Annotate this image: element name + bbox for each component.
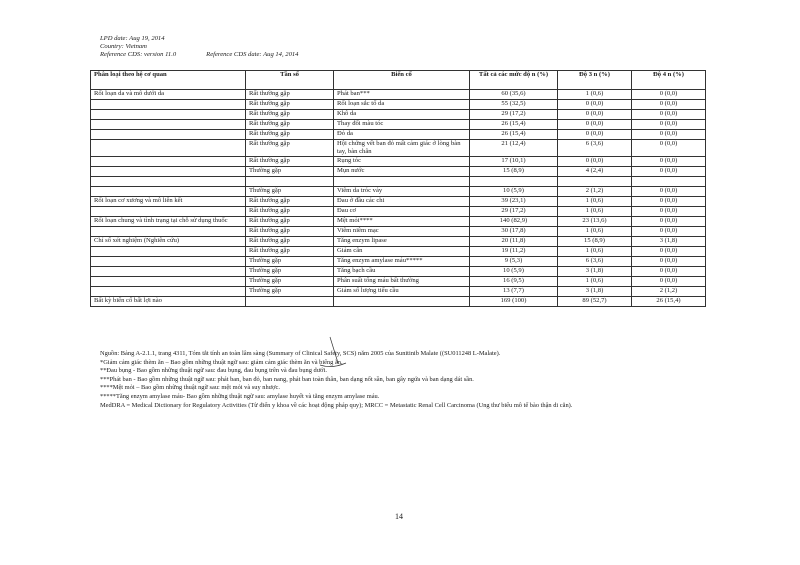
- organ-cell: [91, 277, 246, 287]
- event-cell: Giảm số lượng tiểu cầu: [334, 287, 470, 297]
- frequency-cell: [246, 297, 334, 307]
- all-grades-cell: 26 (15,4): [470, 120, 558, 130]
- grade-3-cell: 1 (0,6): [558, 247, 632, 257]
- all-grades-cell: 29 (17,2): [470, 207, 558, 217]
- grade-3-cell: 3 (1,8): [558, 267, 632, 277]
- grade-4-cell: 0 (0,0): [632, 120, 706, 130]
- footnote: Nguồn: Bảng A-2.1.1, trang 4311, Tóm tắt tính an toàn lâm sàng (Summary of Clinical Safety, SCS) năm 2005 của Sunitinib Malate ((SU011248 L-Malate).: [100, 350, 501, 357]
- country: Country: Vietnam: [100, 43, 147, 50]
- grade-3-cell: 1 (0,6): [558, 227, 632, 237]
- all-grades-cell: 10 (5,9): [470, 267, 558, 277]
- event-cell: Viêm niêm mạc: [334, 227, 470, 237]
- header-organ-class: Phân loại theo hệ cơ quan: [91, 71, 246, 90]
- table-row: [91, 120, 706, 130]
- frequency-cell: Thường gặp: [246, 267, 334, 277]
- grade-4-cell: 0 (0,0): [632, 217, 706, 227]
- event-cell: [334, 297, 470, 307]
- event-cell: Phát ban***: [334, 90, 470, 100]
- table-row: [91, 267, 706, 277]
- grade-4-cell: 0 (0,0): [632, 197, 706, 207]
- grade-4-cell: 0 (0,0): [632, 277, 706, 287]
- grade-3-cell: 89 (52,7): [558, 297, 632, 307]
- grade-4-cell: 0 (0,0): [632, 157, 706, 167]
- reference-line: [100, 51, 298, 59]
- reference-cds-version: Reference CDS: version 11.0: [100, 51, 177, 58]
- organ-cell: [91, 177, 246, 187]
- frequency-cell: Thường gặp: [246, 187, 334, 197]
- footnote: *Giảm cảm giác thèm ăn – Bao gồm những thuật ngữ sau: giảm cảm giác thèm ăn và biếng ăn.: [100, 358, 343, 366]
- table-row: [91, 187, 706, 197]
- event-cell: Rụng tóc: [334, 157, 470, 167]
- grade-4-cell: 0 (0,0): [632, 130, 706, 140]
- grade-3-cell: 15 (8,9): [558, 237, 632, 247]
- footnote: MedDRA = Medical Dictionary for Regulatory Activities (Từ điển y khoa về các hoạt động pháp quy); MRCC = Metastatic Renal Cell Carcinoma (Ung thư biểu mô tế bào thận di căn).: [100, 401, 573, 409]
- frequency-cell: [246, 177, 334, 187]
- all-grades-cell: 169 (100): [470, 297, 558, 307]
- grade-4-cell: 0 (0,0): [632, 207, 706, 217]
- grade-3-cell: 0 (0,0): [558, 130, 632, 140]
- grade-4-cell: 0 (0,0): [632, 227, 706, 237]
- grade-4-cell: [632, 177, 706, 187]
- table-row: [91, 110, 706, 120]
- all-grades-cell: 9 (5,3): [470, 257, 558, 267]
- frequency-cell: Thường gặp: [246, 257, 334, 267]
- all-grades-cell: 15 (8,9): [470, 167, 558, 177]
- grade-3-cell: 1 (0,6): [558, 197, 632, 207]
- grade-3-cell: 0 (0,0): [558, 157, 632, 167]
- grade-4-cell: 0 (0,0): [632, 90, 706, 100]
- adverse-events-table: [90, 70, 706, 307]
- organ-cell: [91, 167, 246, 177]
- event-cell: Đau ở đầu các chi: [334, 197, 470, 207]
- frequency-cell: Rất thường gặp: [246, 100, 334, 110]
- grade-4-cell: 26 (15,4): [632, 297, 706, 307]
- footnote: ***Phát ban - Bao gồm những thuật ngữ sau: phát ban, ban đỏ, ban nang, phát ban toàn thân, ban dạng nốt sần, ban gây ngứa và ban dạng dát sần.: [100, 375, 474, 383]
- frequency-cell: Rất thường gặp: [246, 140, 334, 157]
- frequency-cell: Rất thường gặp: [246, 130, 334, 140]
- event-cell: Tăng enzym lipase: [334, 237, 470, 247]
- organ-cell: [91, 100, 246, 110]
- organ-cell: [91, 140, 246, 157]
- grade-3-cell: [558, 177, 632, 187]
- grade-4-cell: 2 (1,2): [632, 287, 706, 297]
- table-row: [91, 157, 706, 167]
- event-cell: Thay đổi màu tóc: [334, 120, 470, 130]
- grade-3-cell: 1 (0,6): [558, 277, 632, 287]
- all-grades-cell: 26 (15,4): [470, 130, 558, 140]
- table-row: [91, 217, 706, 227]
- event-cell: Đau cơ: [334, 207, 470, 217]
- grade-4-cell: 0 (0,0): [632, 110, 706, 120]
- table-row: [91, 197, 706, 207]
- organ-cell: Rối loạn cơ xương và mô liên kết: [91, 197, 246, 207]
- event-cell: Viêm da tróc vảy: [334, 187, 470, 197]
- frequency-cell: Rất thường gặp: [246, 157, 334, 167]
- grade-3-cell: 23 (13,6): [558, 217, 632, 227]
- table-header-row: [91, 71, 706, 90]
- table-row: [91, 177, 706, 187]
- grade-3-cell: 4 (2,4): [558, 167, 632, 177]
- organ-cell: [91, 257, 246, 267]
- event-cell: Giảm cân: [334, 247, 470, 257]
- page-number: 14: [395, 512, 403, 521]
- frequency-cell: Rất thường gặp: [246, 227, 334, 237]
- all-grades-cell: 16 (9,5): [470, 277, 558, 287]
- organ-cell: Rối loạn chung và tình trạng tại chỗ sử dụng thuốc: [91, 217, 246, 227]
- footnote: **Đau bụng - Bao gồm những thuật ngữ sau: đau bụng, đau bụng trên và đau bụng dưới.: [100, 367, 327, 375]
- frequency-cell: Thường gặp: [246, 167, 334, 177]
- grade-4-cell: 3 (1,8): [632, 237, 706, 247]
- organ-cell: [91, 247, 246, 257]
- event-cell: Mụn nước: [334, 167, 470, 177]
- frequency-cell: Rất thường gặp: [246, 120, 334, 130]
- all-grades-cell: 60 (35,6): [470, 90, 558, 100]
- grade-3-cell: 0 (0,0): [558, 100, 632, 110]
- organ-cell: [91, 157, 246, 167]
- organ-cell: Chỉ số xét nghiệm (Nghiên cứu): [91, 237, 246, 247]
- organ-cell: [91, 287, 246, 297]
- grade-3-cell: 1 (0,6): [558, 90, 632, 100]
- frequency-cell: Rất thường gặp: [246, 247, 334, 257]
- grade-3-cell: 6 (3,6): [558, 140, 632, 157]
- organ-cell: [91, 130, 246, 140]
- frequency-cell: Thường gặp: [246, 287, 334, 297]
- grade-4-cell: 0 (0,0): [632, 100, 706, 110]
- frequency-cell: Thường gặp: [246, 277, 334, 287]
- table-row: [91, 287, 706, 297]
- footnote: *****Tăng enzym amylase máu- Bao gồm những thuật ngữ sau: amylase huyết và tăng enzym amylase máu.: [100, 392, 380, 400]
- grade-4-cell: 0 (0,0): [632, 247, 706, 257]
- event-cell: Đỏ da: [334, 130, 470, 140]
- frequency-cell: Rất thường gặp: [246, 217, 334, 227]
- grade-3-cell: 6 (3,6): [558, 257, 632, 267]
- organ-cell: Bất kỳ biến cố bất lợi nào: [91, 297, 246, 307]
- organ-cell: [91, 187, 246, 197]
- event-cell: Tăng bạch cầu: [334, 267, 470, 277]
- frequency-cell: Rất thường gặp: [246, 237, 334, 247]
- table-row: [91, 167, 706, 177]
- grade-3-cell: 1 (0,6): [558, 207, 632, 217]
- all-grades-cell: 17 (10,1): [470, 157, 558, 167]
- reference-cds-date: Reference CDS date: Aug 14, 2014: [206, 51, 299, 58]
- table-row: [91, 297, 706, 307]
- organ-cell: [91, 110, 246, 120]
- table-row: [91, 90, 706, 100]
- all-grades-cell: 10 (5,9): [470, 187, 558, 197]
- event-cell: Hội chứng vết ban đỏ mất cảm giác ở lòng bàn tay, bàn chân: [334, 140, 470, 157]
- header-grade-4: Độ 4 n (%): [632, 71, 706, 90]
- all-grades-cell: 29 (17,2): [470, 110, 558, 120]
- table-row: [91, 237, 706, 247]
- event-cell: Tăng enzym amylase máu*****: [334, 257, 470, 267]
- grade-4-cell: 0 (0,0): [632, 267, 706, 277]
- table-row: [91, 247, 706, 257]
- table-row: [91, 207, 706, 217]
- all-grades-cell: 30 (17,8): [470, 227, 558, 237]
- header-all-grades: Tất cả các mức độ n (%): [470, 71, 558, 90]
- table-row: [91, 140, 706, 157]
- organ-cell: [91, 120, 246, 130]
- event-cell: [334, 177, 470, 187]
- all-grades-cell: 20 (11,8): [470, 237, 558, 247]
- frequency-cell: Rất thường gặp: [246, 207, 334, 217]
- grade-3-cell: 3 (1,8): [558, 287, 632, 297]
- table-row: [91, 277, 706, 287]
- organ-cell: Rối loạn da và mô dưới da: [91, 90, 246, 100]
- organ-cell: [91, 207, 246, 217]
- all-grades-cell: 55 (32,5): [470, 100, 558, 110]
- frequency-cell: Rất thường gặp: [246, 110, 334, 120]
- table-row: [91, 257, 706, 267]
- event-cell: Rối loạn sắc tố da: [334, 100, 470, 110]
- table-row: [91, 100, 706, 110]
- grade-3-cell: 2 (1,2): [558, 187, 632, 197]
- pen-mark-icon: [300, 335, 360, 375]
- frequency-cell: Rất thường gặp: [246, 197, 334, 207]
- frequency-cell: Rất thường gặp: [246, 90, 334, 100]
- table-row: [91, 227, 706, 237]
- table-row: [91, 130, 706, 140]
- event-cell: Phân suất tống máu bất thường: [334, 277, 470, 287]
- header-frequency: Tần số: [246, 71, 334, 90]
- organ-cell: [91, 227, 246, 237]
- header-event: Biến cố: [334, 71, 470, 90]
- event-cell: Khô da: [334, 110, 470, 120]
- grade-4-cell: 0 (0,0): [632, 257, 706, 267]
- grade-3-cell: 0 (0,0): [558, 110, 632, 120]
- all-grades-cell: [470, 177, 558, 187]
- all-grades-cell: 39 (23,1): [470, 197, 558, 207]
- all-grades-cell: 140 (82,9): [470, 217, 558, 227]
- all-grades-cell: 19 (11,2): [470, 247, 558, 257]
- header-grade-3: Độ 3 n (%): [558, 71, 632, 90]
- grade-4-cell: 0 (0,0): [632, 167, 706, 177]
- grade-4-cell: 0 (0,0): [632, 187, 706, 197]
- document-header: [100, 35, 298, 59]
- event-cell: Mệt mỏi****: [334, 217, 470, 227]
- grade-3-cell: 0 (0,0): [558, 120, 632, 130]
- organ-cell: [91, 267, 246, 277]
- lpd-date: LPD date: Aug 19, 2014: [100, 35, 165, 42]
- footnotes: [100, 350, 710, 410]
- footnote: ****Mệt mỏi – Bao gồm những thuật ngữ sau: mệt mỏi và suy nhược.: [100, 384, 280, 392]
- grade-4-cell: 0 (0,0): [632, 140, 706, 157]
- all-grades-cell: 13 (7,7): [470, 287, 558, 297]
- all-grades-cell: 21 (12,4): [470, 140, 558, 157]
